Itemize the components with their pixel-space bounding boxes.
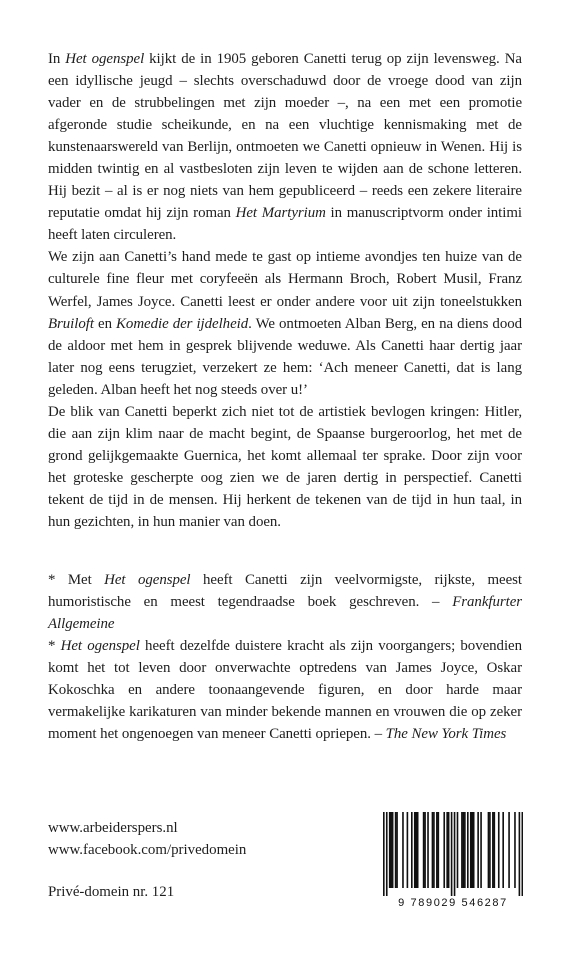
barcode-bar: [436, 812, 438, 888]
barcode-bar: [396, 812, 398, 888]
barcode-bar: [514, 812, 516, 888]
barcode-bar: [414, 812, 416, 888]
blurb-paragraph-3: De blik van Canetti beperkt zich niet tot de artistiek bevlogen kringen: Hitler, die aan zijn klim naar de macht begint, de Spaanse burgeroorlog, het met de grond gelijkgemaakte Guernica, het komt allemaal ter sprake. Door zijn voor het groteske gescherpte oog zien we de jaren dertig in perspectief. Canetti tekent de tijd in de mensen. Hij herkent de tekenen van de tijd in hun taal, in hun gezichten, in hun manier van doen.: [48, 403, 522, 530]
barcode-bar: [446, 812, 448, 888]
barcode-bar: [443, 812, 445, 888]
barcode-bar: [424, 812, 426, 888]
barcode-bar: [438, 812, 440, 888]
barcode-bars-icon: [383, 812, 523, 896]
barcode-bar: [451, 812, 453, 896]
barcode-bar: [457, 812, 459, 888]
press-quote-frankfurter: * Met Het ogenspel heeft Canetti zijn veelvormigste, rijkste, meest humoristische en meest tegendraadse boek geschreven. – Frankfurter Allgemeine: [48, 572, 523, 633]
barcode-bar: [473, 812, 475, 888]
barcode-bar: [411, 812, 413, 888]
barcode-bar: [489, 812, 491, 888]
barcode-bar: [464, 812, 466, 888]
barcode-bar: [454, 812, 456, 896]
barcode-bar: [423, 812, 425, 888]
barcode-bar: [448, 812, 450, 888]
barcode-bar: [470, 812, 472, 888]
barcode-bar: [433, 812, 435, 888]
barcode-bar: [392, 812, 394, 888]
barcode-bar: [494, 812, 496, 888]
barcode-bar: [467, 812, 469, 888]
isbn-barcode: [383, 812, 523, 918]
barcode-bar: [522, 812, 523, 896]
barcode-bar: [395, 812, 397, 888]
barcode-bar: [432, 812, 434, 888]
series-number: Privé-domein nr. 121: [48, 884, 175, 901]
barcode-bar: [461, 812, 463, 888]
barcode-bar: [498, 812, 500, 888]
barcode-bar: [407, 812, 409, 888]
barcode-bar: [386, 812, 388, 896]
barcode-bar: [427, 812, 429, 888]
barcode-bar: [389, 812, 391, 888]
blurb-paragraph-1: In Het ogenspel kijkt de in 1905 geboren Canetti terug op zijn levensweg. Na een idyllische jeugd – slechts overschaduwd door de vroege dood van zijn vader en de strubbelingen met zijn moeder –, na een met een promotie afgeronde studie scheikunde, en na een vluchtige kennismaking met de kunstenaarswereld van Berlijn, ontmoeten we Canetti opnieuw in Wenen. Hij is midden twintig en al vastbesloten zijn leven te wijden aan de schone letteren. Hij bezit – al is er nog niets van hem gepubliceerd – reeds een zekere literaire reputatie omdat hij zijn roman Het Martyrium in manuscriptvorm onder intimi heeft laten circuleren.: [48, 51, 522, 244]
barcode-bar: [471, 812, 473, 888]
barcode-bar: [415, 812, 417, 888]
barcode-bar: [383, 812, 385, 896]
barcode-bar: [417, 812, 419, 888]
barcode-bar: [480, 812, 482, 888]
barcode-bar: [390, 812, 392, 888]
website-link[interactable]: www.arbeiderspers.nl: [48, 820, 178, 836]
barcode-bar: [502, 812, 504, 888]
barcode-bar: [477, 812, 479, 888]
barcode-bar: [463, 812, 465, 888]
barcode-bar: [492, 812, 494, 888]
barcode-number: 9 789029 546287: [398, 897, 508, 909]
blurb-text: [48, 48, 522, 533]
press-quote-nytimes: * Het ogenspel heeft dezelfde duistere kracht als zijn voorgangers; bovendien komt het tot leven door onverwachte optredens van James Joyce, Oskar Kokoschka en andere toonaangevende figuren, en door harde maar vermakelijke karikaturen van minder bekende mannen en vrouwen die op zeker moment het ongenoegen van meneer Canetti opriepen. – The New York Times: [48, 638, 522, 743]
barcode-bar: [519, 812, 521, 896]
publisher-footer: [48, 817, 246, 903]
barcode-bar: [402, 812, 404, 888]
facebook-link[interactable]: www.facebook.com/privedomein: [48, 842, 247, 859]
blurb-paragraph-2: We zijn aan Canetti’s hand mede te gast op intieme avondjes ten huize van de culturele fine fleur met coryfeeën als Hermann Broch, Robert Musil, Franz Werfel, James Joyce. Canetti leest er onder andere voor uit zijn toneelstukken Bruiloft en Komedie der ijdelheid. We ontmoeten Alban Berg, en na diens dood de aldoor met hem in gesprek blijvende weduwe. Als Canetti haar dertig jaar later nog eens terugziet, verzekert ze hem: ‘Ach meneer Canetti, dat is lang geleden. Alban heeft het nog steeds over u!’: [48, 249, 523, 398]
press-quotes: [48, 569, 522, 745]
barcode-bar: [508, 812, 510, 888]
barcode-bar: [488, 812, 490, 888]
